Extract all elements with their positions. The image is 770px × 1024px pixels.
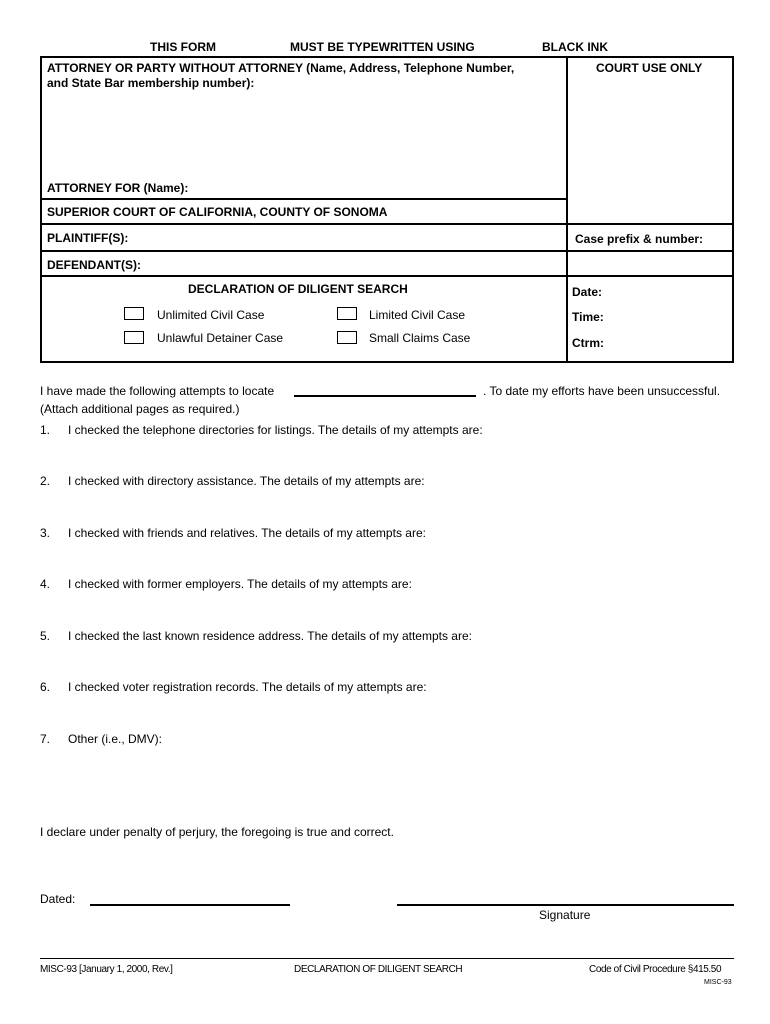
time-label: Time:: [572, 310, 604, 324]
attorney-label-line2: and State Bar membership number):: [47, 76, 255, 90]
case-number-label: Case prefix & number:: [575, 232, 704, 246]
unlawful-detainer-checkbox[interactable]: [124, 331, 144, 344]
item-2-text: I checked with directory assistance. The details of my attempts are:: [68, 474, 425, 488]
small-claims-checkbox[interactable]: [337, 331, 357, 344]
locate-name-field[interactable]: [294, 395, 476, 397]
limited-civil-label: Limited Civil Case: [369, 308, 466, 322]
ctrm-label: Ctrm:: [572, 336, 604, 350]
item-6-number: 6.: [40, 680, 51, 694]
item-6-text: I checked voter registration records. The details of my attempts are:: [68, 680, 427, 694]
small-claims-label: Small Claims Case: [369, 331, 471, 345]
dated-field[interactable]: [90, 904, 290, 906]
item-4-text: I checked with former employers. The details of my attempts are:: [68, 577, 412, 591]
footer-form-id: MISC-93 [January 1, 2000, Rev.]: [40, 964, 173, 975]
intro-text: I have made the following attempts to locate: [40, 384, 275, 398]
unlimited-civil-label: Unlimited Civil Case: [157, 308, 265, 322]
intro-note: (Attach additional pages as required.): [40, 402, 240, 416]
caption-divider: [566, 56, 568, 363]
rule-court-bottom: [40, 223, 567, 225]
court-name: SUPERIOR COURT OF CALIFORNIA, COUNTY OF SONOMA: [47, 205, 388, 219]
form-title: DECLARATION OF DILIGENT SEARCH: [188, 282, 408, 296]
signature-label: Signature: [539, 908, 591, 922]
declaration-text: I declare under penalty of perjury, the foregoing is true and correct.: [40, 825, 394, 839]
footer-rule: [40, 958, 734, 959]
rule-defendant-bottom: [40, 275, 734, 277]
attorney-for-label: ATTORNEY FOR (Name):: [47, 181, 189, 195]
footer-code-small: MISC-93: [704, 979, 732, 986]
item-3-number: 3.: [40, 526, 51, 540]
item-2-number: 2.: [40, 474, 51, 488]
rule-plaintiff-bottom: [40, 250, 734, 252]
item-7-text: Other (i.e., DMV):: [68, 732, 163, 746]
item-5-number: 5.: [40, 629, 51, 643]
rule-attorney-bottom: [40, 198, 567, 200]
unlawful-detainer-label: Unlawful Detainer Case: [157, 331, 284, 345]
item-3-text: I checked with friends and relatives. The details of my attempts are:: [68, 526, 426, 540]
rule-court-use-bottom: [566, 223, 734, 225]
limited-civil-checkbox[interactable]: [337, 307, 357, 320]
footer-code: Code of Civil Procedure §415.50: [589, 964, 722, 975]
header-black-ink: BLACK INK: [542, 40, 608, 54]
intro-text-after: . To date my efforts have been unsuccessful.: [483, 384, 721, 398]
header-this-form: THIS FORM: [150, 40, 216, 54]
item-1-number: 1.: [40, 423, 51, 437]
item-5-text: I checked the last known residence address. The details of my attempts are:: [68, 629, 472, 643]
item-1-text: I checked the telephone directories for listings. The details of my attempts are:: [68, 423, 483, 437]
footer-title: DECLARATION OF DILIGENT SEARCH: [294, 964, 463, 975]
item-4-number: 4.: [40, 577, 51, 591]
plaintiffs-label: PLAINTIFF(S):: [47, 231, 129, 245]
attorney-label-line1: ATTORNEY OR PARTY WITHOUT ATTORNEY (Name, Address, Telephone Number,: [47, 61, 515, 75]
unlimited-civil-checkbox[interactable]: [124, 307, 144, 320]
header-typewritten: MUST BE TYPEWRITTEN USING: [290, 40, 475, 54]
court-use-only-label: COURT USE ONLY: [596, 61, 703, 75]
signature-field[interactable]: [397, 904, 734, 906]
date-label: Date:: [572, 285, 603, 299]
item-7-number: 7.: [40, 732, 51, 746]
dated-label: Dated:: [40, 892, 76, 906]
defendants-label: DEFENDANT(S):: [47, 258, 141, 272]
